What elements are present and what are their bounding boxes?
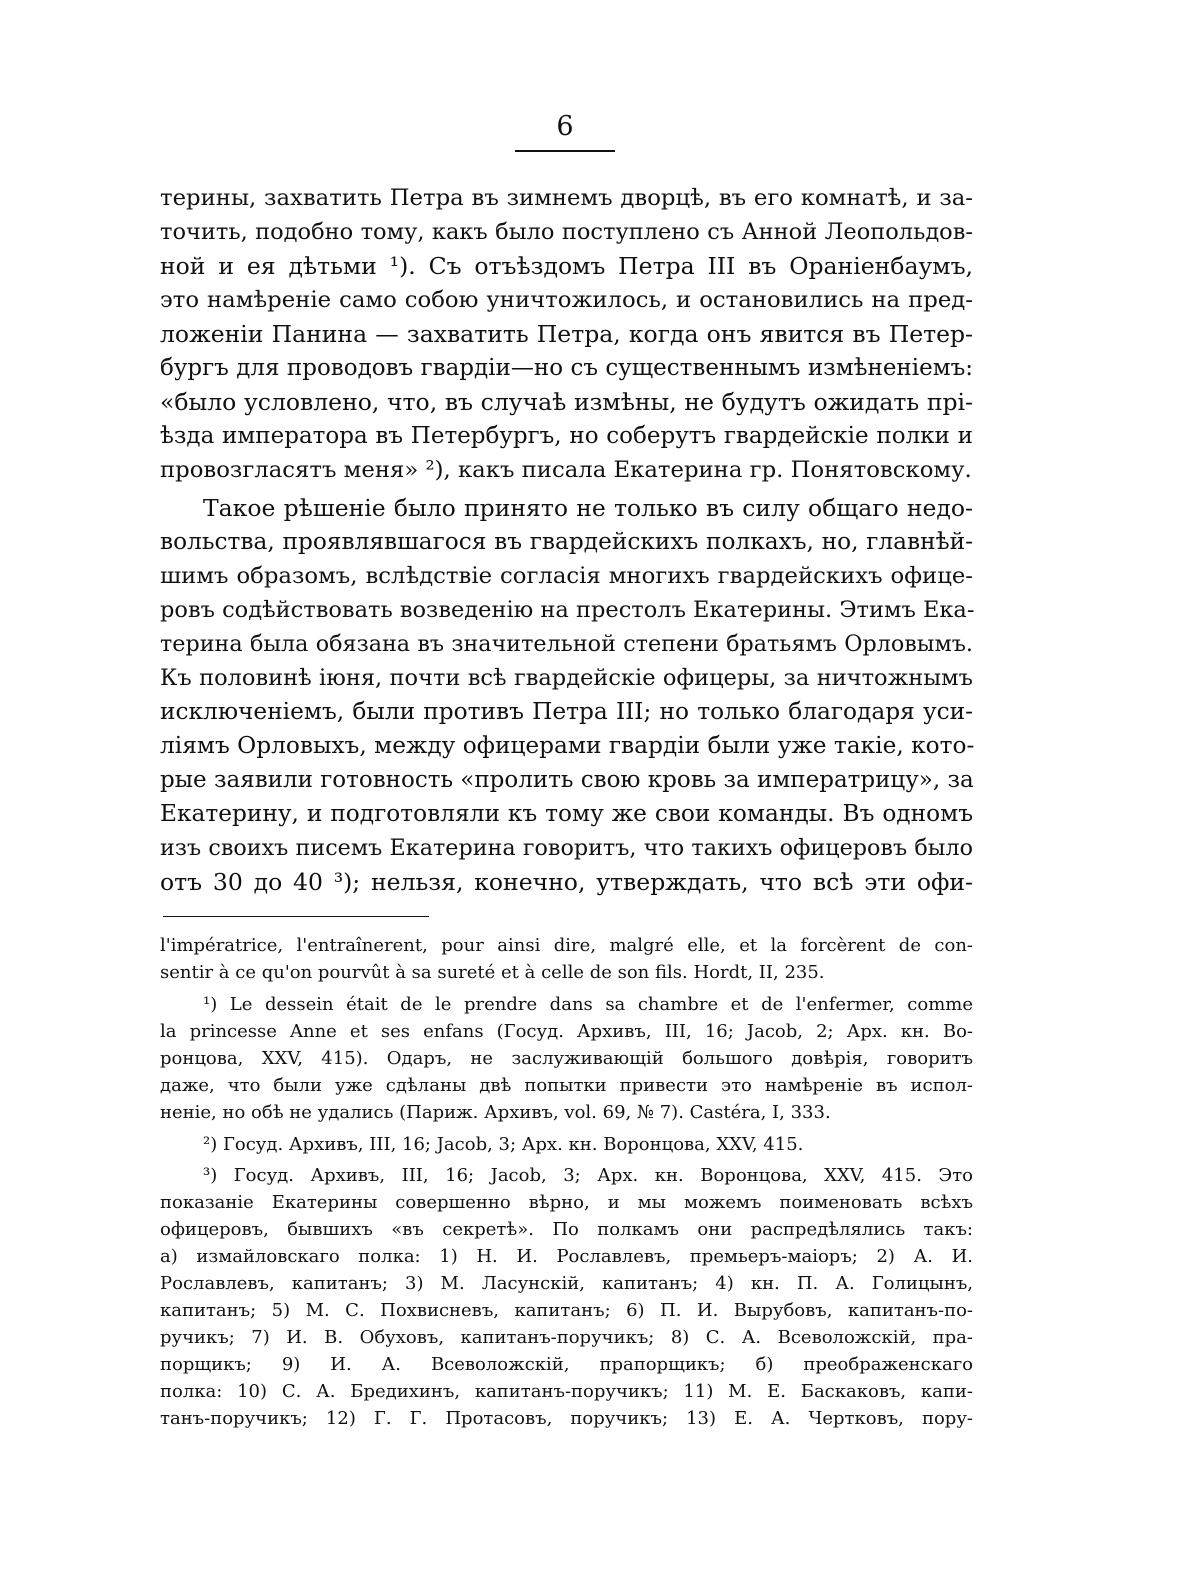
main-line: изъ своихъ писемъ Екатерина говоритъ, что такихъ офицеровъ было <box>160 835 973 861</box>
footnote-line: даже, что были уже сдѣланы двѣ попытки привести это намѣреніе въ испол- <box>160 1075 973 1096</box>
main-line: «было условлено, что, въ случаѣ измѣны, не будутъ ожидать прі- <box>160 388 973 416</box>
footnote-line: неніе, но обѣ не удались (Париж. Архивъ, vol. 69, № 7). Castéra, I, 333. <box>160 1102 831 1123</box>
main-line: ровъ содѣйствовать возведенію на престолъ Екатерины. Этимъ Ека- <box>160 597 975 623</box>
footnote-line: ручикъ; 7) И. В. Обуховъ, капитанъ-поручикъ; 8) С. А. Всеволожскій, пра- <box>160 1327 973 1348</box>
footnote-line: ³) Госуд. Архивъ, III, 16; Jacob, 3; Арх. кн. Воронцова, XXV, 415. Это <box>203 1165 973 1186</box>
main-line: Къ половинѣ іюня, почти всѣ гвардейскіе офицеры, за ничтожнымъ <box>160 665 973 691</box>
footnote-line: капитанъ; 5) М. С. Похвисневъ, капитанъ; 6) П. И. Вырубовъ, капитанъ-по- <box>160 1300 973 1321</box>
main-line: ной и ея дѣтьми ¹). Съ отъѣздомъ Петра III въ Ораніенбаумъ, <box>160 252 973 280</box>
main-line: точить, подобно тому, какъ было поступлено съ Анной Леопольдов- <box>160 219 973 245</box>
footnote-line: ²) Госуд. Архивъ, III, 16; Jacob, 3; Арх. кн. Воронцова, XXV, 415. <box>203 1134 804 1155</box>
footnote-line: sentir à ce qu'on pourvût à sa sureté et à celle de son fils. Hordt, II, 235. <box>160 962 825 983</box>
main-line: шимъ образомъ, вслѣдствіе согласія многихъ гвардейскихъ офице- <box>160 563 973 589</box>
main-line: Такое рѣшеніе было принято не только въ силу общаго недо- <box>203 494 973 522</box>
main-line: ѣзда императора въ Петербургъ, но соберутъ гвардейскіе полки и <box>160 423 973 449</box>
page-number-rule <box>515 150 615 152</box>
footnote-line: танъ-поручикъ; 12) Г. Г. Протасовъ, поручикъ; 13) Е. А. Чертковъ, пору- <box>160 1408 973 1429</box>
main-line: рые заявили готовность «пролить свою кровь за императрицу», за <box>160 767 974 793</box>
footnote-line: ронцова, XXV, 415). Одаръ, не заслуживающій большого довѣрія, говоритъ <box>160 1048 973 1069</box>
main-line: бургъ для проводовъ гвардіи—но съ существеннымъ измѣненіемъ: <box>160 355 973 381</box>
footnote-line: офицеровъ, бывшихъ «въ секретѣ». По полкамъ они распредѣлялись такъ: <box>160 1219 973 1240</box>
main-line: исключеніемъ, были противъ Петра III; но только благодаря уси- <box>160 698 973 725</box>
main-line: отъ 30 до 40 ³); нельзя, конечно, утверждать, что всѣ эти офи- <box>160 868 973 896</box>
main-line: Екатерину, и подготовляли къ тому же свои команды. Въ одномъ <box>160 800 973 827</box>
footnote-line: ¹) Le dessein était de le prendre dans sa chambre et de l'enfermer, comme <box>203 994 973 1015</box>
main-line: это намѣреніе само собою уничтожилось, и остановились на пред- <box>160 287 973 313</box>
footnote-line: la princesse Anne et ses enfans (Госуд. Архивъ, III, 16; Jacob, 2; Арх. кн. Во- <box>160 1021 973 1042</box>
footnote-line: l'impératrice, l'entraînerent, pour ainsi dire, malgré elle, et la forcèrent de con- <box>160 935 973 956</box>
footnote-line: Рославлевъ, капитанъ; 3) М. Ласунскій, капитанъ; 4) кн. П. А. Голицынъ, <box>160 1273 973 1294</box>
footnote-line: показаніе Екатерины совершенно вѣрно, и мы можемъ поименовать всѣхъ <box>160 1192 973 1213</box>
main-line: ложеніи Панина — захватить Петра, когда онъ явится въ Петер- <box>160 320 973 348</box>
footnote-line: порщикъ; 9) И. А. Всеволожскій, прапорщикъ; б) преображенскаго <box>160 1354 973 1375</box>
page-number: 6 <box>556 111 574 142</box>
main-line: ліямъ Орловыхъ, между офицерами гвардіи были уже такіе, кото- <box>160 732 975 759</box>
main-line: терина была обязана въ значительной степени братьямъ Орловымъ. <box>160 631 973 657</box>
footnote-separator <box>163 916 429 917</box>
footnote-line: а) измайловскаго полка: 1) Н. И. Рославлевъ, премьеръ-маіоръ; 2) А. И. <box>160 1246 973 1267</box>
main-line: провозгласятъ меня» ²), какъ писала Екатерина гр. Понятовскому. <box>160 457 972 483</box>
main-line: вольства, проявлявшагося въ гвардейскихъ полкахъ, но, главнѣй- <box>160 528 973 555</box>
footnote-line: полка: 10) С. А. Бредихинъ, капитанъ-поручикъ; 11) М. Е. Баскаковъ, капи- <box>160 1381 973 1402</box>
main-line: терины, захватить Петра въ зимнемъ дворцѣ, въ его комнатѣ, и за- <box>160 185 973 211</box>
